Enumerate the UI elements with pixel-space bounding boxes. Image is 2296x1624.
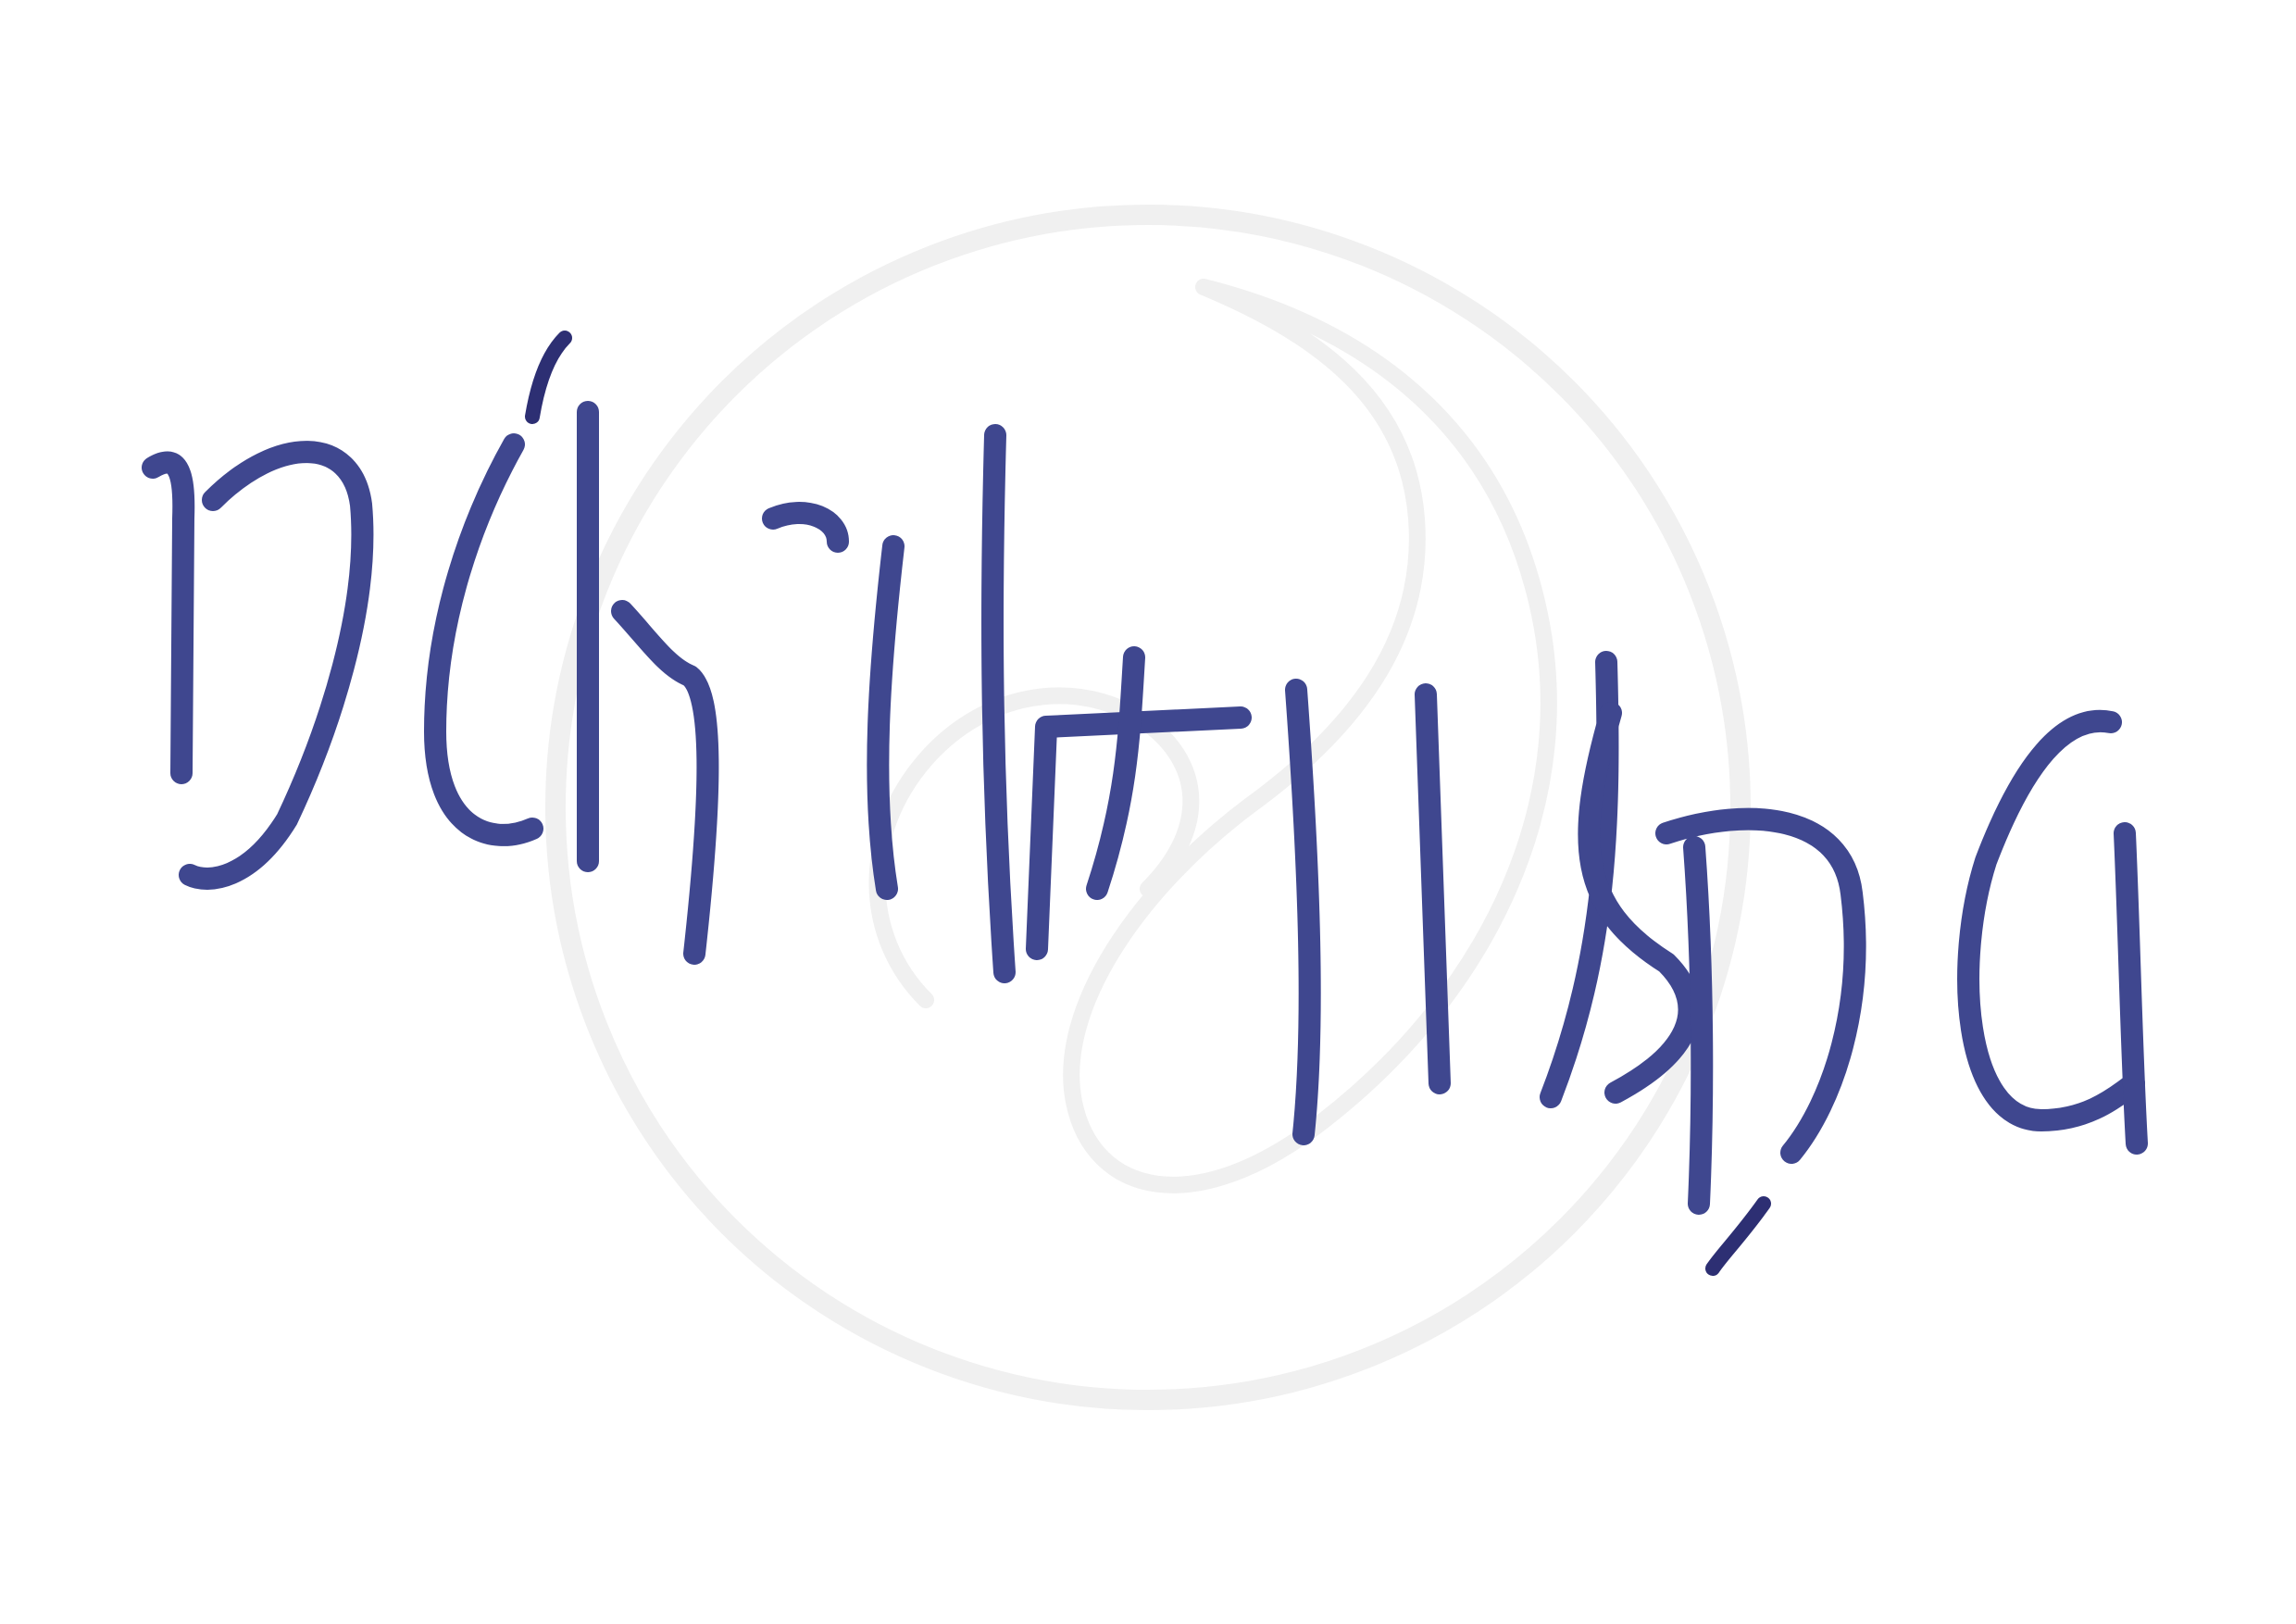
stroke-a-bowl [435,444,532,835]
stroke-n2-accent [1713,1204,1764,1268]
stroke-a-accent [532,338,565,417]
stroke-k-arm [622,611,707,954]
stroke-i1-stem [878,546,893,889]
stroke-n1-arch [190,452,362,879]
stroke-i1-top [773,513,838,542]
calligraphy-strokes [153,338,2137,1268]
stroke-ambiguous-stem [1296,690,1310,1134]
stroke-l-stem [992,435,1004,972]
stroke-u-left [1426,694,1440,1083]
watermark [555,215,1741,1400]
stroke-a3-bowl [1968,721,2134,1120]
stroke-n1-stem [153,463,183,773]
stroke-a3-stem [2125,833,2137,1143]
stroke-s-curve [1589,713,1689,1093]
stroke-n2-stem [1694,847,1702,1204]
stroke-i2-stem [1097,657,1134,889]
watermark-ring [555,215,1741,1400]
